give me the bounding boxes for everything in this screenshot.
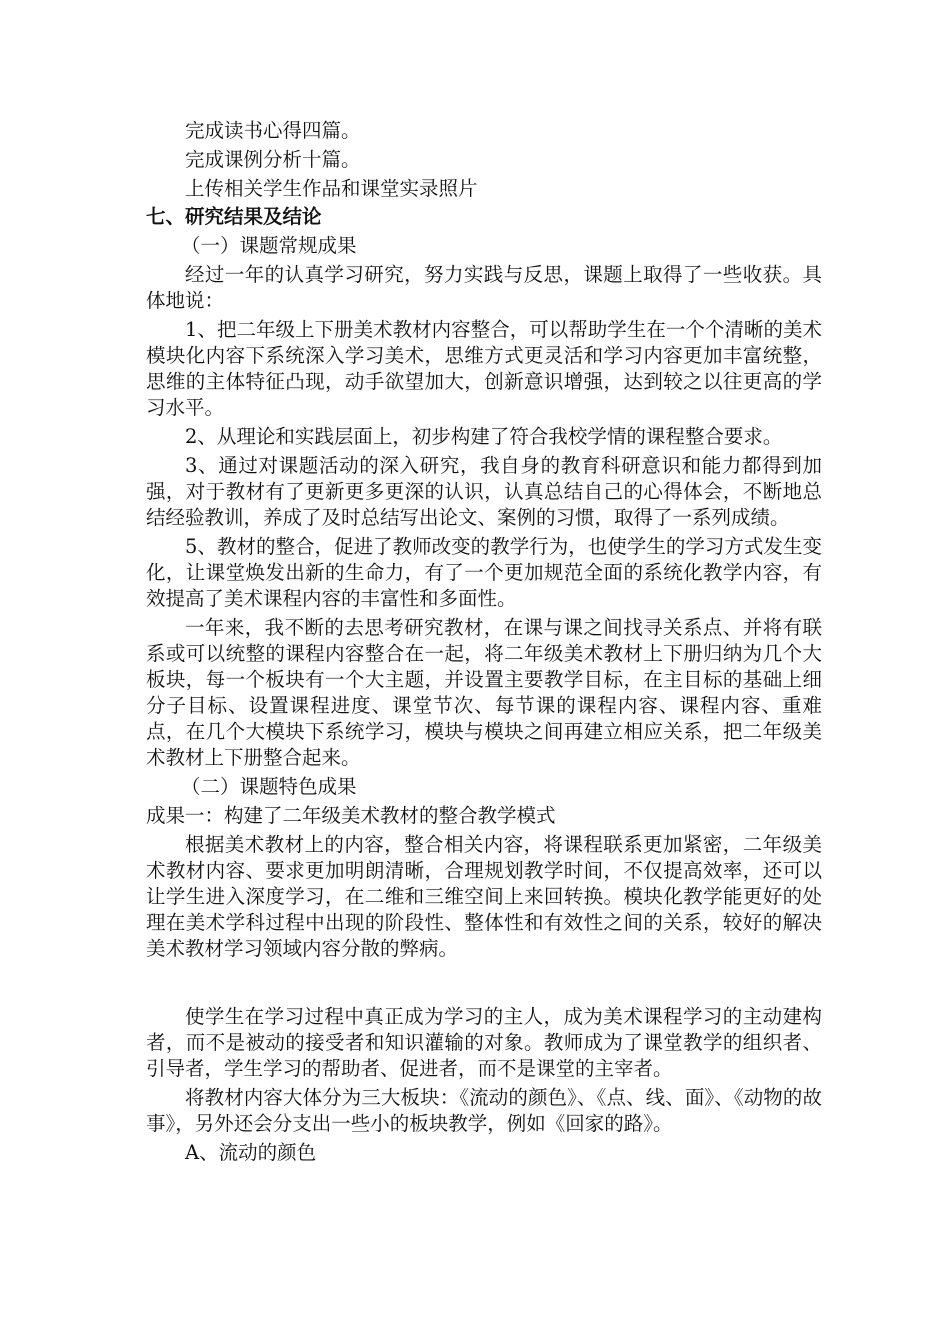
paragraph-intro: 经过一年的认真学习研究，努力实践与反思，课题上取得了一些收获。具体地说：	[146, 263, 822, 312]
item-case-analysis: 完成课例分析十篇。	[185, 148, 361, 171]
subsection-title-featured: （二）课题特色成果	[181, 775, 357, 798]
paragraph-integration: 根据美术教材上的内容，整合相关内容，将课程联系更加紧密，二年级美术教材内容、要求更加明朗清晰，合理规划教学时间，不仅提高效率，还可以让学生进入深度学习，在二维和三维空间上来回转换。模块化教学能更好的处理在美术学科过程中出现的阶段性、整体性和有效性之间的关系，较好的解决美术教材学习领域内容分散的弊病。	[146, 833, 822, 960]
paragraph-three-blocks: 将教材内容大体分为三大板块：《流动的颜色》、《点、线、面》、《动物的故事》，另外还会分支出一些小的板块教学，例如《回家的路》。	[146, 1086, 822, 1135]
blank-gap	[146, 962, 822, 1004]
paragraph-point-3: 3、通过对课题活动的深入研究，我自身的教育科研意识和能力都得到加强，对于教材有了更新更多更深的认识，认真总结自己的心得体会，不断地总结经验教训，养成了及时总结写出论文、案例的习惯，取得了一系列成绩。	[146, 454, 822, 529]
paragraph-point-2: 2、从理论和实践层面上，初步构建了符合我校学情的课程整合要求。	[185, 425, 783, 448]
item-upload-photos: 上传相关学生作品和课堂实录照片	[185, 177, 478, 200]
section-heading: 七、研究结果及结论	[146, 205, 322, 228]
block-a-title: A、流动的颜色	[185, 1141, 317, 1164]
subsection-title-routine: （一）课题常规成果	[181, 234, 357, 257]
paragraph-student-role: 使学生在学习过程中真正成为学习的主人，成为美术课程学习的主动建构者，而不是被动的接受者和知识灌输的对象。教师成为了课堂教学的组织者、引导者，学生学习的帮助者、促进者，而不是课堂的主宰者。	[146, 1005, 822, 1080]
paragraph-point-5: 5、教材的整合，促进了教师改变的教学行为，也使学生的学习方式发生变化，让课堂焕发出新的生命力，有了一个更加规范全面的系统化教学内容，有效提高了美术课程内容的丰富性和多面性。	[146, 535, 822, 610]
result-one-title: 成果一：构建了二年级美术教材的整合教学模式	[146, 804, 556, 827]
item-reading-notes: 完成读书心得四篇。	[185, 119, 361, 142]
document-page	[146, 118, 822, 1166]
paragraph-year-summary: 一年来，我不断的去思考研究教材，在课与课之间找寻关系点、并将有联系或可以统整的课程内容整合在一起，将二年级美术教材上下册归纳为几个大板块，每一个板块有一个大主题，并设置主要教学目标，在主目标的基础上细分子目标、设置课程进度、课堂节次、每节课的课程内容、课程内容、重难点，在几个大模块下系统学习，模块与模块之间再建立相应关系，把二年级美术教材上下册整合起来。	[146, 616, 822, 769]
paragraph-point-1: 1、把二年级上下册美术教材内容整合，可以帮助学生在一个个清晰的美术模块化内容下系统深入学习美术，思维方式更灵活和学习内容更加丰富统整，思维的主体特征凸现，动手欲望加大，创新意识增强，达到较之以往更高的学习水平。	[146, 318, 822, 419]
